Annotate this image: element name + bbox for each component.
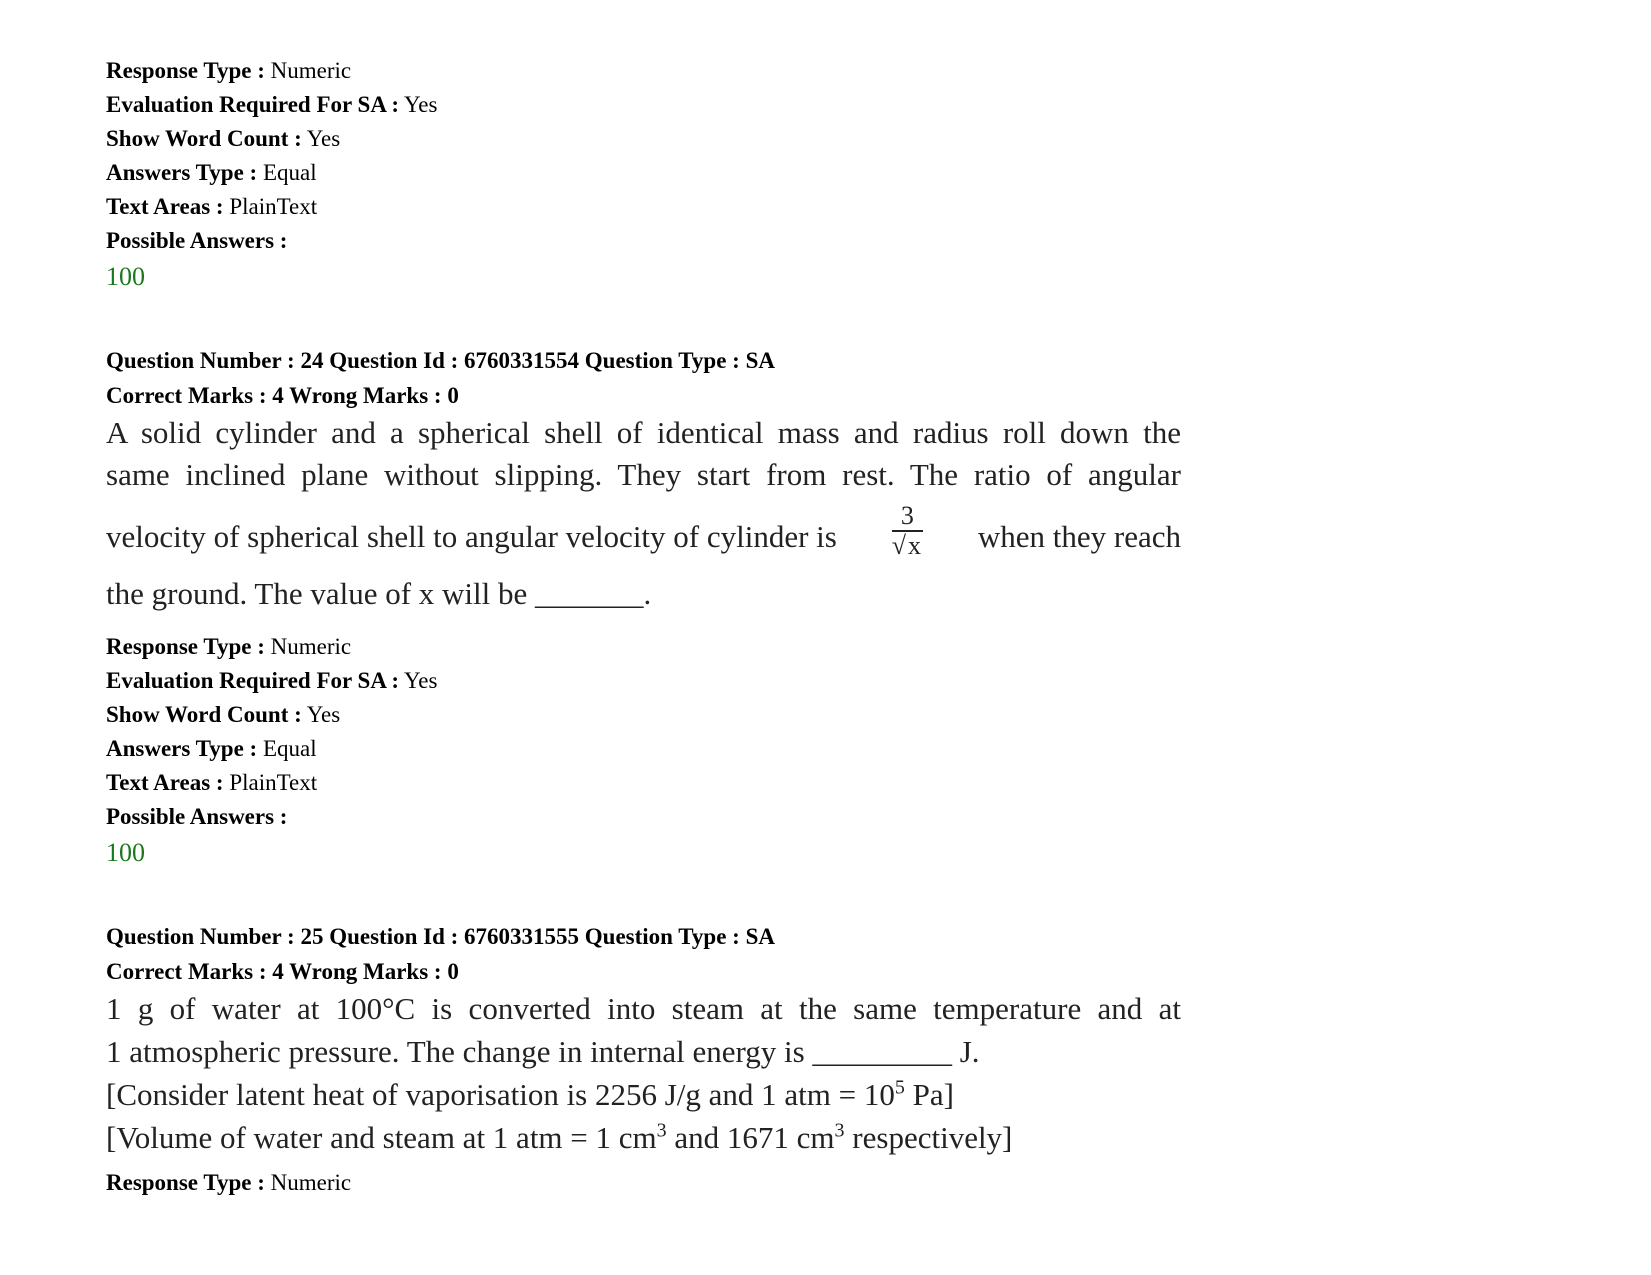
exponent: 3 <box>656 1119 667 1142</box>
question-25-header: Question Number : 25 Question Id : 6760331555 Question Type : SA <box>106 924 775 949</box>
evaluation-required-row <box>106 666 437 696</box>
response-type-label: Response Type : <box>106 58 265 83</box>
question-24-marks: Correct Marks : 4 Wrong Marks : 0 <box>106 383 459 408</box>
question-24-line-1: A solid cylinder and a spherical shell of identical mass and radius roll down the <box>106 415 1181 450</box>
q25-line-3-text: [Consider latent heat of vaporisation is 2256 J/g and 1 atm = 10 <box>106 1077 895 1112</box>
question-24-header: Question Number : 24 Question Id : 6760331554 Question Type : SA <box>106 348 775 373</box>
response-type-row <box>106 1168 351 1198</box>
evaluation-required-value: Yes <box>404 668 438 693</box>
question-25-line-4 <box>106 1120 1012 1156</box>
text-areas-row <box>106 768 317 798</box>
possible-answers-label: Possible Answers : <box>106 228 288 253</box>
question-25-line-3 <box>106 1077 954 1113</box>
evaluation-required-label: Evaluation Required For SA : <box>106 92 400 117</box>
text-areas-value: PlainText <box>229 770 318 795</box>
show-word-count-label: Show Word Count : <box>106 702 302 727</box>
response-type-label: Response Type : <box>106 634 265 659</box>
response-type-value: Numeric <box>270 634 352 659</box>
answers-type-row <box>106 158 317 188</box>
q25-line-4-mid: and 1671 cm <box>666 1120 835 1155</box>
show-word-count-value: Yes <box>306 702 341 727</box>
answers-type-row <box>106 734 317 764</box>
possible-answers-row <box>106 802 287 832</box>
answers-type-value: Equal <box>262 736 317 761</box>
question-25-line-2: 1 atmospheric pressure. The change in internal energy is _________ J. <box>106 1034 980 1069</box>
response-type-value: Numeric <box>270 58 352 83</box>
square-root-symbol: √x <box>891 531 922 560</box>
response-type-label: Response Type : <box>106 1170 265 1195</box>
text-areas-row <box>106 192 317 222</box>
question-24-line-3-end: when they reach <box>977 519 1181 554</box>
possible-answer-value: 100 <box>106 838 145 867</box>
exponent: 5 <box>894 1076 905 1099</box>
possible-answer-value: 100 <box>106 262 145 291</box>
show-word-count-value: Yes <box>306 126 341 151</box>
question-24-line-2: same inclined plane without slipping. They start from rest. The ratio of angular <box>106 457 1181 492</box>
answers-type-label: Answers Type : <box>106 160 258 185</box>
answers-type-value: Equal <box>262 160 317 185</box>
text-areas-value: PlainText <box>229 194 318 219</box>
question-24-line-3-start: velocity of spherical shell to angular velocity of cylinder is <box>106 519 837 554</box>
q25-line-4-end: respectively] <box>844 1120 1013 1155</box>
show-word-count-row <box>106 124 340 154</box>
evaluation-required-label: Evaluation Required For SA : <box>106 668 400 693</box>
question-25-line-1: 1 g of water at 100°C is converted into steam at the same temperature and at <box>106 991 1181 1026</box>
question-24-line-4: the ground. The value of x will be _______. <box>106 576 652 611</box>
question-25-marks: Correct Marks : 4 Wrong Marks : 0 <box>106 959 459 984</box>
possible-answers-label: Possible Answers : <box>106 804 288 829</box>
evaluation-required-row <box>106 90 437 120</box>
radicand: x <box>908 531 922 560</box>
text-areas-label: Text Areas : <box>106 194 224 219</box>
answers-type-label: Answers Type : <box>106 736 258 761</box>
ratio-fraction <box>892 502 923 560</box>
show-word-count-label: Show Word Count : <box>106 126 302 151</box>
evaluation-required-value: Yes <box>404 92 438 117</box>
fraction-numerator: 3 <box>892 502 923 532</box>
exponent: 3 <box>834 1119 845 1142</box>
q25-line-4-text: [Volume of water and steam at 1 atm = 1 cm <box>106 1120 657 1155</box>
text-areas-label: Text Areas : <box>106 770 224 795</box>
question-24-line-3 <box>106 502 1181 572</box>
fraction-denominator <box>892 532 923 560</box>
response-type-row <box>106 632 351 662</box>
q25-line-3-unit: Pa] <box>904 1077 954 1112</box>
show-word-count-row <box>106 700 340 730</box>
response-type-row <box>106 56 351 86</box>
response-type-value: Numeric <box>270 1170 352 1195</box>
possible-answers-row <box>106 226 287 256</box>
